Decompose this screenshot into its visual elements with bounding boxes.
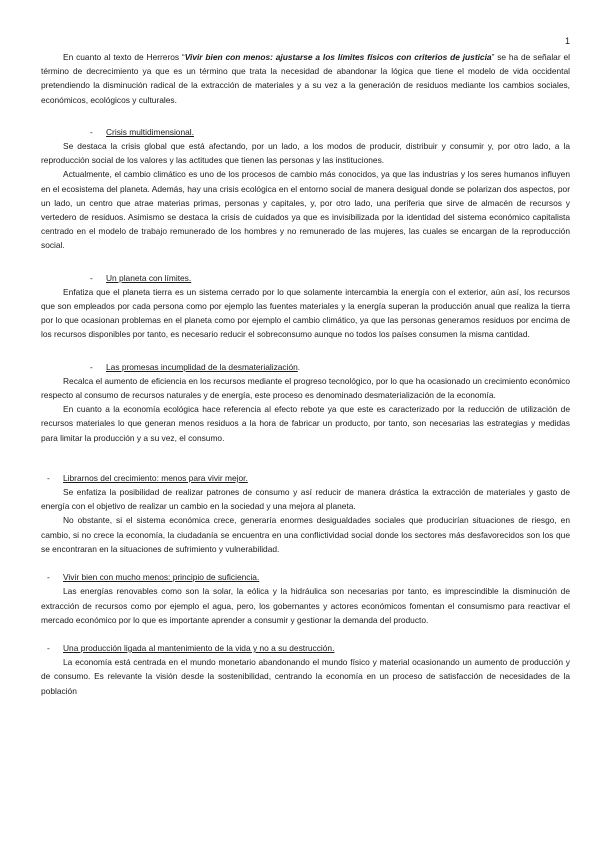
paragraph: Se destaca la crisis global que está afectando, por un lado, a los modos de producir, distribuir y consumir y, por otro lado, a la reproducción social de los valores y las actitudes que tienen las personas y las instituciones. xyxy=(41,141,570,166)
paragraph: La economía está centrada en el mundo monetario abandonando el mundo físico y material ocasionando un aumento de producción y de consumo. Es relevante la visión desde la sostenibilidad, centrando la economía en un proceso de satisfacción de necesidades de la población xyxy=(41,657,570,696)
section-heading: - Crisis multidimensional. xyxy=(90,126,194,137)
section-heading: - Una producción ligada al mantenimiento de la vida y no a su destrucción. xyxy=(47,642,335,653)
document-body xyxy=(41,50,570,698)
section-heading: - Vivir bien con mucho menos: principio de suficiencia. xyxy=(47,572,260,583)
intro-cited-title: Vivir bien con menos: ajustarse a los límites físicos con criterios de justicia xyxy=(184,52,492,62)
section-title: Librarnos del crecimiento: menos para vivir mejor. xyxy=(63,472,248,483)
intro-lead: En cuanto al texto de Herreros “ xyxy=(63,52,185,62)
paragraph: Actualmente, el cambio climático es uno de los procesos de cambio más conocidos, ya que las industrias y los seres humanos influyen en el ecosistema del planeta. Además, hay una crisis ecológica en el entorno social de manera desigual donde se polarizan dos aspectos, por un lado, un centro que atrae materias primas, personas y capitales, y, por otro lado, una periferia que sirve de almacén de recursos y vertedero de residuos. Asimismo se destaca la crisis de cuidados ya que es invisibilizada por la identidad del sistema económico capitalista centrado en el modelo de trabajo remunerado de los hombres y no remunerado de las mujeres, las cuales se encargan de la reproducción social. xyxy=(41,169,570,251)
paragraph: Se enfatiza la posibilidad de realizar patrones de consumo y así reducir de manera drástica la extracción de materiales y gasto de energía con el objetivo de realizar un cambio en la sociedad y una mejora al planeta. xyxy=(41,487,570,512)
paragraph: Recalca el aumento de eficiencia en los recursos mediante el progreso tecnológico, por lo que ha ocasionado un crecimiento económico respecto al consumo de recursos naturales y de energía, este proceso es denominado desmaterialización de la economía. xyxy=(41,375,570,401)
section-title: Un planeta con límites. xyxy=(106,272,192,283)
paragraph: En cuanto a la economía ecológica hace referencia al efecto rebote ya que este es caracterizado por la reducción de utilización de recursos materiales lo que generan menos residuos a la hora de fabricar un producto, por tanto, son necesarias las estrategias y medidas para limitar la producción y a su vez, el consumo. xyxy=(41,404,570,443)
section-title: Crisis multidimensional. xyxy=(106,126,194,137)
paragraph: No obstante, si el sistema económica crece, generaría enormes desigualdades sociales que producirían situaciones de riesgo, en cambio, si no crece la economía, la ciudadanía se encuentra en una conflictividad social donde los sectores más desfavorecidos son los que se encontraran en la situaciones de sufrimiento y vulnerabilidad. xyxy=(41,515,570,554)
intro-rest: ” se ha de señalar el término de decrecimiento ya que es un término que trata la necesidad de abandonar la lógica que tiene el modelo de vida occidental pretendiendo la disminución radical de la extracción de materiales y a su vez a la generación de residuos mediante los cambios sociales, económicos, ecológicos y culturales. xyxy=(41,52,570,105)
paragraph: Enfatiza que el planeta tierra es un sistema cerrado por lo que solamente intercambia la energía con el exterior, aún así, los recursos que son empleados por cada persona como por ejemplo las fuentes materiales y la energía superan la producción anual que realiza la tierra por lo que ocasionan problemas en el planeta como por ejemplo el cambio climático, ya que las personas generamos residuos por encima de los recursos disponibles por tanto, es necesario reducir el sobreconsumo aunque no todos los países consumen la misma cantidad. xyxy=(41,286,570,340)
section-title: Una producción ligada al mantenimiento de la vida y no a su destrucción. xyxy=(63,642,335,653)
section-title: Vivir bien con mucho menos: principio de suficiencia. xyxy=(63,572,260,583)
section-heading: - Librarnos del crecimiento: menos para vivir mejor. xyxy=(47,472,248,483)
intro-paragraph xyxy=(41,50,570,107)
section-heading: - Un planeta con límites. xyxy=(90,272,192,283)
section-title: Las promesas incumplidad de la desmaterialización xyxy=(106,361,298,372)
page-number: 1 xyxy=(564,36,570,46)
section-heading: - Las promesas incumplidad de la desmaterialización. xyxy=(90,361,301,372)
paragraph: Las energías renovables como son la solar, la eólica y la hidráulica son necesarias por tanto, es imprescindible la disminución de extracción de recursos como por ejemplo el agua, pero, los gobernantes y actores económicos fomentan el consumismo para reactivar el mercado económico por lo que es importante aprender a consumir y gestionar la demanda del producto. xyxy=(41,586,570,625)
